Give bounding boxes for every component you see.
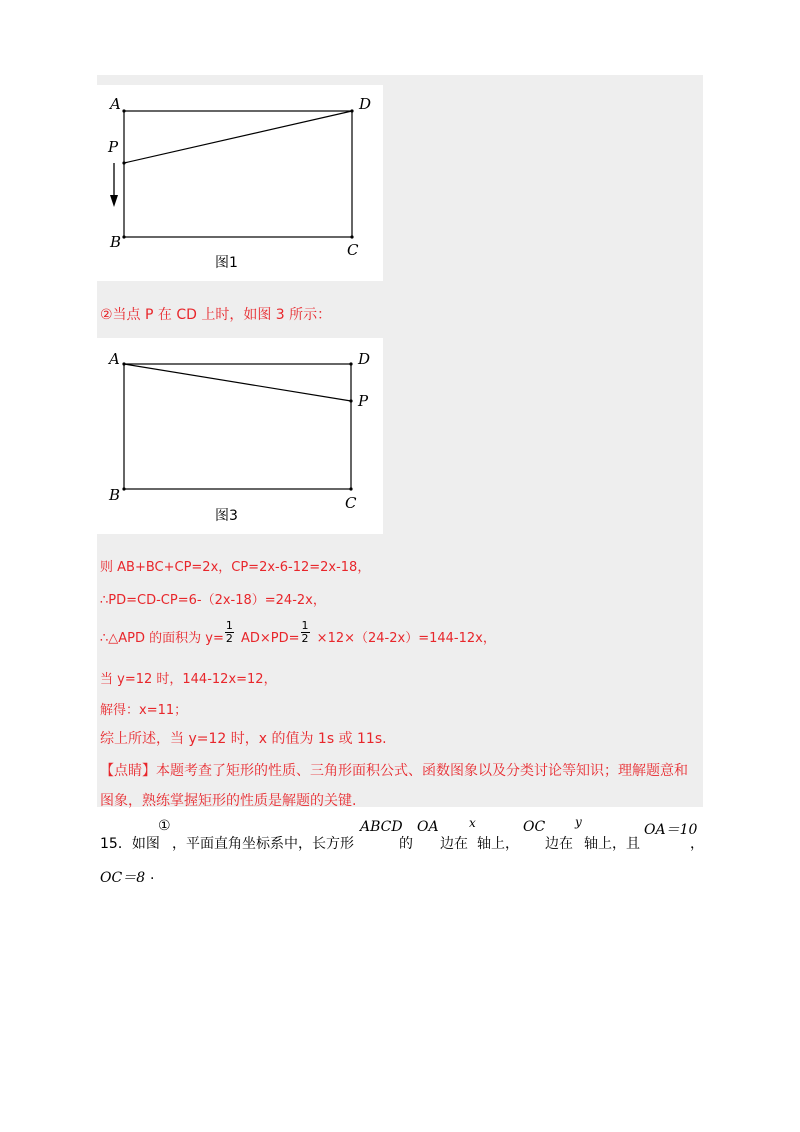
label-d: D (358, 350, 371, 368)
figure-3-diagram (97, 338, 383, 534)
math-oa-equals-10: OA＝10 (644, 822, 698, 838)
fraction-one-half: $\frac{1}{2}$ (225, 619, 233, 645)
math-y: y (575, 815, 582, 829)
math-oa: OA (417, 819, 439, 835)
label-b: B (110, 233, 122, 251)
question-text-2: 的 (399, 836, 413, 852)
area-expression-mid: AD×PD= (236, 631, 300, 646)
area-expression-end: ×12×（24-2x）=144-12x， (312, 631, 496, 646)
figure-3 (97, 338, 383, 534)
case2-heading: ②当点 P 在 CD 上时，如图 3 所示： (100, 307, 332, 323)
circled-one: ① (158, 818, 171, 834)
question-text-5: 边在 (545, 836, 573, 852)
figure-3-caption: 图3 (215, 508, 238, 524)
question-number: 15．如图 (100, 836, 160, 852)
solution-line-6: 综上所述，当 y=12 时，x 的值为 1s 或 11s. (100, 731, 387, 747)
solution-line-1: 则 AB+BC+CP=2x，CP=2x-6-12=2x-18， (100, 560, 371, 575)
comment-line-1: 【点睛】本题考查了矩形的性质、三角形面积公式、函数图象以及分类讨论等知识；理解题意和 (100, 763, 688, 779)
question-text-6: 轴上，且 (584, 836, 640, 852)
solution-line-5: 解得：x=11； (100, 703, 188, 718)
label-p: P (358, 392, 369, 410)
question-text-8: . (150, 867, 155, 883)
figure-1 (97, 85, 383, 281)
solution-line-3 (100, 619, 496, 651)
label-c: C (345, 494, 357, 512)
label-p: P (108, 138, 119, 156)
label-b: B (109, 486, 121, 504)
question-text-3: 边在 (440, 836, 468, 852)
question-text-7: ， (690, 836, 704, 852)
figure-1-caption: 图1 (215, 255, 238, 271)
figure-1-diagram (97, 85, 383, 281)
down-arrow-icon (110, 195, 118, 207)
math-abcd: ABCD (360, 819, 403, 835)
fraction-one-half-2: $\frac{1}{2}$ (301, 619, 309, 645)
label-a: A (110, 95, 121, 113)
comment-line-2: 图象，熟练掌握矩形的性质是解题的关键. (100, 793, 357, 809)
segment-pd (124, 111, 352, 163)
question-15 (100, 815, 720, 886)
math-oc-equals-8: OC＝8 (100, 870, 146, 886)
solution-line-2: ∴PD=CD-CP=6-（2x-18）=24-2x， (100, 593, 326, 608)
label-d: D (359, 95, 372, 113)
solution-line-4: 当 y=12 时，144-12x=12， (100, 672, 277, 687)
math-oc: OC (523, 819, 546, 835)
rectangle-abcd (124, 111, 352, 237)
segment-ap (124, 364, 351, 401)
label-c: C (347, 241, 359, 259)
question-text-1: ，平面直角坐标系中，长方形 (172, 836, 354, 852)
area-expression-start: ∴△APD 的面积为 y= (100, 631, 224, 646)
question-text-4: 轴上， (477, 836, 519, 852)
label-a: A (109, 350, 120, 368)
math-x: x (469, 816, 476, 830)
